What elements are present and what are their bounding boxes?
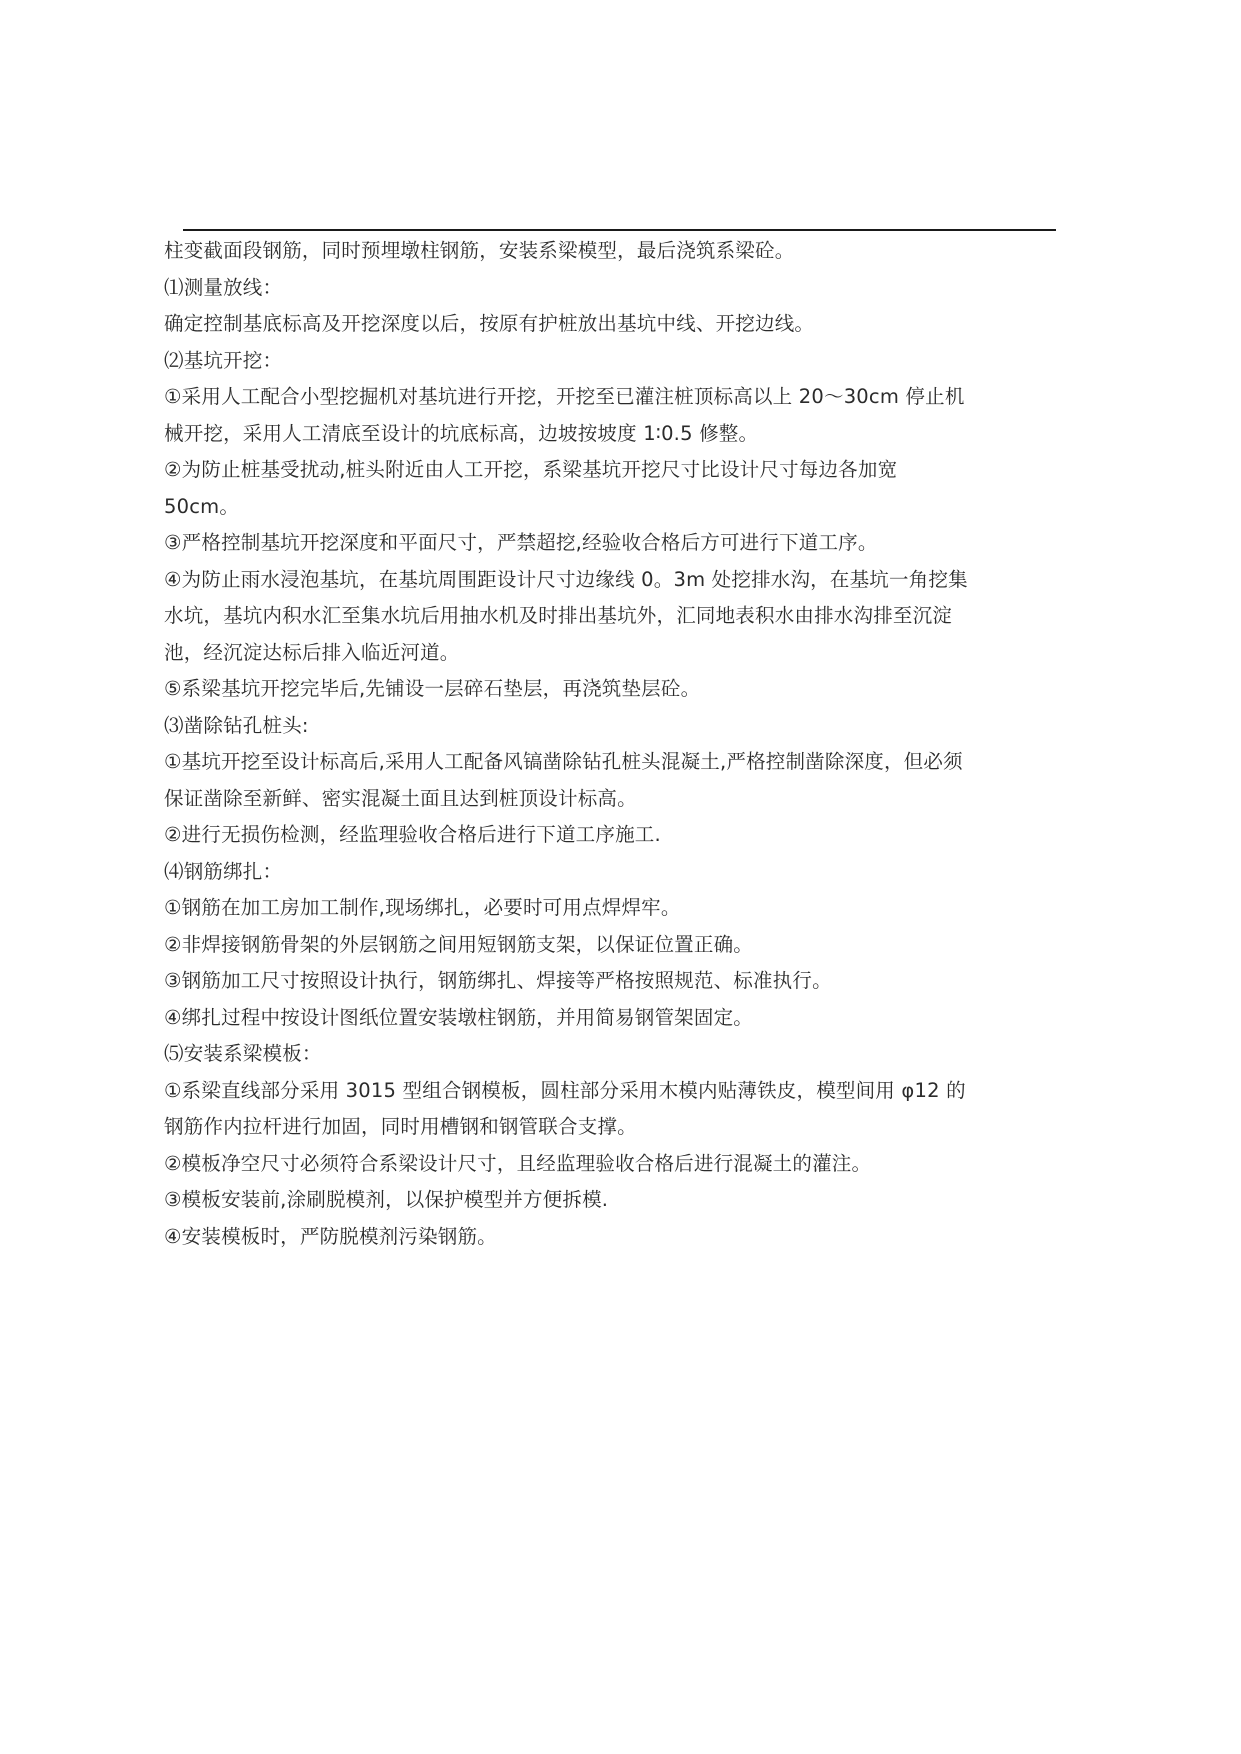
text-line: 水坑，基坑内积水汇至集水坑后用抽水机及时排出基坑外，汇同地表积水由排水沟排至沉淀 [164,604,953,627]
text-line: 钢筋作内拉杆进行加固，同时用槽钢和钢管联合支撑。 [164,1115,637,1138]
text-line: ②进行无损伤检测，经监理验收合格后进行下道工序施工. [164,823,661,846]
text-line: 50cm。 [164,494,240,518]
text-line: ①基坑开挖至设计标高后,采用人工配备风镐凿除钻孔桩头混凝土,严格控制凿除深度，但必须 [164,750,963,773]
text-line: ④绑扎过程中按设计图纸位置安装墩柱钢筋，并用简易钢管架固定。 [164,1005,753,1029]
text-line: 柱变截面段钢筋，同时预埋墩柱钢筋，安装系梁模型，最后浇筑系梁砼。 [164,239,795,262]
text-line: ①钢筋在加工房加工制作,现场绑扎，必要时可用点焊焊牢。 [164,896,681,919]
header-rule [183,229,1056,231]
section-heading-survey: ⑴测量放线： [164,275,283,299]
text-line: ④为防止雨水浸泡基坑，在基坑周围距设计尺寸边缘线 0。3m 处挖排水沟，在基坑一角挖集 [164,567,968,591]
text-line: 保证凿除至新鲜、密实混凝土面且达到桩顶设计标高。 [164,786,637,810]
document-body [164,233,1064,1255]
text-line: 池，经沉淀达标后排入临近河道。 [164,640,460,664]
text-line: ③严格控制基坑开挖深度和平面尺寸，严禁超挖,经验收合格后方可进行下道工序。 [164,531,878,554]
text-line: 械开挖，采用人工清底至设计的坑底标高，边坡按坡度 1∶0.5 修整。 [164,421,759,445]
section-heading-pile-head: ⑶凿除钻孔桩头: [164,713,309,737]
text-line: ②非焊接钢筋骨架的外层钢筋之间用短钢筋支架，以保证位置正确。 [164,932,753,956]
text-line: ②模板净空尺寸必须符合系梁设计尺寸，且经监理验收合格后进行混凝土的灌注。 [164,1151,872,1175]
text-line: ①采用人工配合小型挖掘机对基坑进行开挖，开挖至已灌注桩顶标高以上 20～30cm 停止机 [164,385,965,408]
text-line: ①系梁直线部分采用 3015 型组合钢模板，圆柱部分采用木模内贴薄铁皮，模型间用 φ12 的 [164,1078,966,1102]
text-line: ⑤系梁基坑开挖完毕后,先铺设一层碎石垫层，再浇筑垫层砼。 [164,677,701,700]
text-line: ③模板安装前,涂刷脱模剂，以保护模型并方便拆模. [164,1188,609,1211]
section-heading-rebar: ⑷钢筋绑扎： [164,859,283,883]
section-heading-excavation: ⑵基坑开挖： [164,348,283,372]
text-line: ④安装模板时，严防脱模剂污染钢筋。 [164,1224,497,1248]
text-line: ②为防止桩基受扰动,桩头附近由人工开挖，系梁基坑开挖尺寸比设计尺寸每边各加宽 [164,458,898,481]
text-line: ③钢筋加工尺寸按照设计执行，钢筋绑扎、焊接等严格按照规范、标准执行。 [164,969,832,992]
section-heading-formwork: ⑸安装系梁模板： [164,1042,322,1065]
text-line: 确定控制基底标高及开挖深度以后，按原有护桩放出基坑中线、开挖边线。 [164,312,815,335]
